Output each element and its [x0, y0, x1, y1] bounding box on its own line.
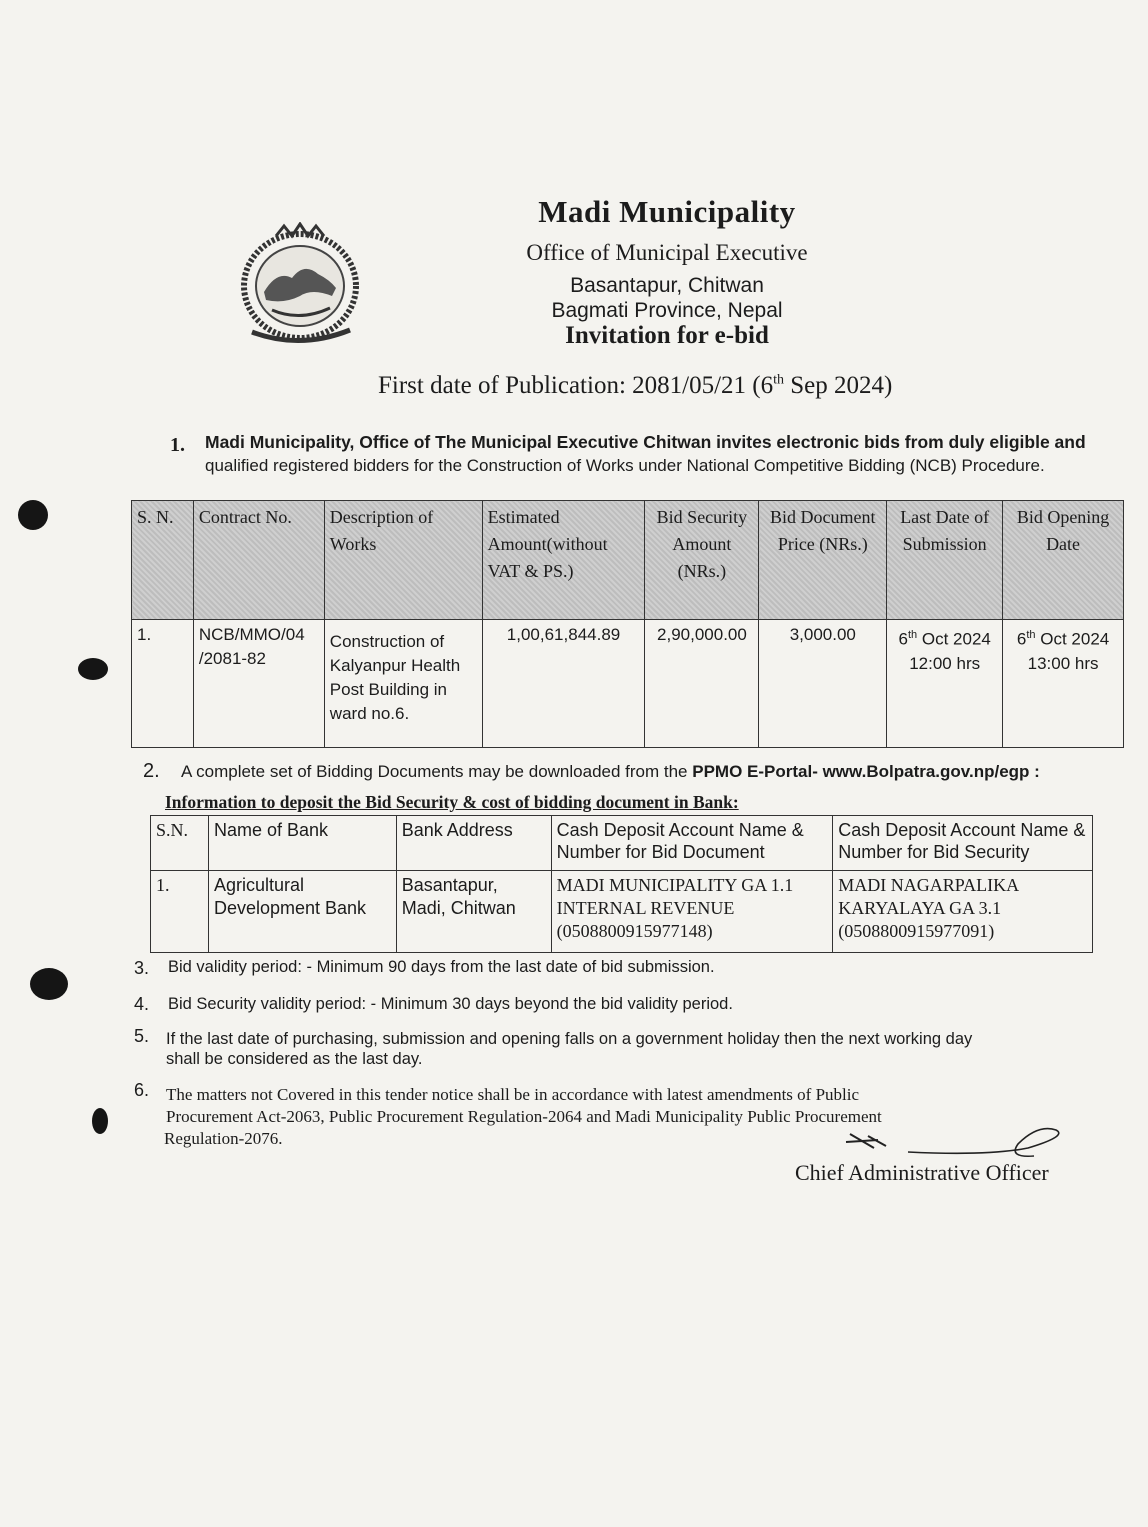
- cell-last-date: 6th Oct 2024 12:00 hrs: [887, 620, 1003, 748]
- office-name: Office of Municipal Executive: [526, 240, 808, 265]
- punch-hole-mark: [30, 968, 68, 1000]
- punch-hole-mark: [78, 658, 108, 680]
- punch-hole-mark: [92, 1108, 108, 1134]
- bid-validity-text: Bid validity period: - Minimum 90 days from the last date of bid submission.: [168, 958, 715, 976]
- table-header-row: [151, 816, 1093, 871]
- header-description: Description of Works: [324, 501, 482, 620]
- header-document: Bid Document Price (NRs.): [759, 501, 887, 620]
- table-row: [151, 871, 1093, 953]
- cell-security: 2,90,000.00: [645, 620, 759, 748]
- item-number: 2.: [143, 760, 160, 782]
- header-bank-name: Name of Bank: [208, 816, 396, 871]
- signature-scribble: [838, 1124, 1078, 1164]
- bank-info-heading: Information to deposit the Bid Security & cost of bidding document in Bank:: [165, 792, 739, 812]
- municipality-title: Madi Municipality: [538, 194, 796, 229]
- security-validity-text: Bid Security validity period: - Minimum 30 days beyond the bid validity period.: [168, 995, 733, 1013]
- matters-clause-line-1: The matters not Covered in this tender notice shall be in accordance with latest amendments of Public: [166, 1085, 860, 1104]
- publication-date: First date of Publication: 2081/05/21 (6th Sep 2024): [378, 372, 893, 399]
- header-sn: S.N.: [151, 816, 209, 871]
- table-row: [132, 620, 1124, 748]
- header-estimated: Estimated Amount(without VAT & PS.): [482, 501, 645, 620]
- header-opening: Bid Opening Date: [1003, 501, 1124, 620]
- item-number: 1.: [170, 434, 185, 456]
- header-bank-address: Bank Address: [396, 816, 551, 871]
- signatory-title: Chief Administrative Officer: [795, 1160, 1049, 1185]
- cell-bank-address: Basantapur, Madi, Chitwan: [396, 871, 551, 953]
- cell-sec-account: MADI NAGARPALIKA KARYALAYA GA 3.1 (0508800915977091): [833, 871, 1093, 953]
- item-number: 5.: [134, 1026, 150, 1046]
- address-line-2: Bagmati Province, Nepal: [551, 299, 783, 322]
- cell-description: Construction of Kalyanpur Health Post Building in ward no.6.: [324, 620, 482, 748]
- header-sec-account: Cash Deposit Account Name & Number for Bid Security: [833, 816, 1093, 871]
- cell-sn: 1.: [151, 871, 209, 953]
- cell-document: 3,000.00: [759, 620, 887, 748]
- cell-doc-account: MADI MUNICIPALITY GA 1.1 INTERNAL REVENUE (0508800915977148): [551, 871, 833, 953]
- header-security: Bid Security Amount (NRs.): [645, 501, 759, 620]
- holiday-clause-line-2: shall be considered as the last day.: [166, 1050, 423, 1068]
- download-info: A complete set of Bidding Documents may be downloaded from the PPMO E-Portal- www.Bolpatra.gov.np/egp :: [181, 762, 1040, 781]
- intro-line-2: qualified registered bidders for the Construction of Works under National Competitive Bidding (NCB) Procedure.: [205, 456, 1045, 475]
- cell-opening: 6th Oct 2024 13:00 hrs: [1003, 620, 1124, 748]
- matters-clause-line-2: Procurement Act-2063, Public Procurement Regulation-2064 and Madi Municipality Public Procurement: [166, 1107, 882, 1126]
- header-doc-account: Cash Deposit Account Name & Number for Bid Document: [551, 816, 833, 871]
- cell-estimated: 1,00,61,844.89: [482, 620, 645, 748]
- header-last-date: Last Date of Submission: [887, 501, 1003, 620]
- header-sn: S. N.: [132, 501, 194, 620]
- item-number: 4.: [134, 994, 150, 1014]
- notice-title: Invitation for e-bid: [565, 322, 769, 349]
- portal-link: PPMO E-Portal- www.Bolpatra.gov.np/egp :: [692, 762, 1040, 781]
- table-header-row: [132, 501, 1124, 620]
- punch-hole-mark: [18, 500, 48, 530]
- cell-sn: 1.: [132, 620, 194, 748]
- address-line-1: Basantapur, Chitwan: [570, 274, 764, 297]
- matters-clause-line-3: Regulation-2076.: [164, 1129, 283, 1148]
- item-number: 6.: [134, 1080, 150, 1100]
- cell-bank-name: Agricultural Development Bank: [208, 871, 396, 953]
- holiday-clause-line-1: If the last date of purchasing, submission and opening falls on a government holiday then the next working day: [166, 1030, 973, 1048]
- cell-contract: NCB/MMO/04 /2081-82: [193, 620, 324, 748]
- item-number: 3.: [134, 958, 150, 978]
- bid-table: [131, 500, 1124, 748]
- intro-line-1: Madi Municipality, Office of The Municipal Executive Chitwan invites electronic bids from duly eligible and: [205, 432, 1086, 452]
- header-contract: Contract No.: [193, 501, 324, 620]
- bank-table: [150, 815, 1093, 953]
